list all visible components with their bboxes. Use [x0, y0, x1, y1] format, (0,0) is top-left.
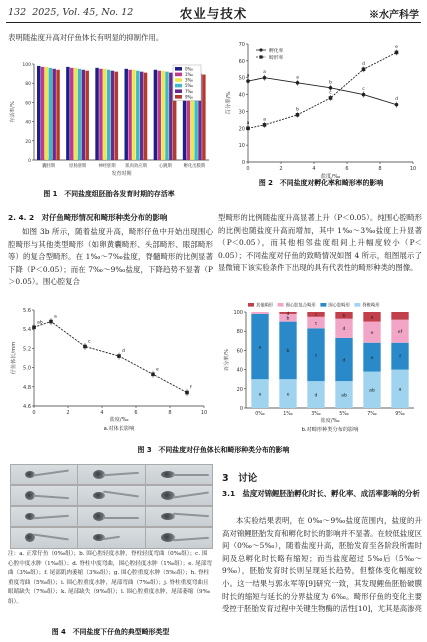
bar — [128, 70, 131, 160]
significance-label: c — [88, 339, 91, 345]
continued-text-line: 表明随盐度升高对仔鱼体长有明显的抑制作用。 — [8, 33, 164, 42]
section-3-1-heading: 3.1 盐度对锦鲤胚胎孵化时长、孵化率、成活率影响的分析 — [222, 489, 420, 498]
larva-photo-panel — [10, 464, 78, 486]
significance-label: d — [342, 327, 346, 333]
larva-photo-panel — [77, 506, 145, 528]
bar — [70, 68, 73, 160]
y-tick-label: 5.6 — [23, 308, 31, 314]
x-tick-label: 肌肉效应期 — [125, 164, 147, 169]
data-point — [329, 96, 333, 100]
y-tick-label: 50 — [238, 75, 245, 82]
figure-3b-stacked-bar-chart — [218, 300, 424, 438]
significance-label: c — [329, 90, 332, 96]
bar — [125, 69, 128, 160]
significance-label: d — [122, 349, 125, 355]
legend-label: 7‰ — [185, 88, 193, 94]
x-tick-label: 心跳期 — [158, 164, 172, 169]
larva-photo-panel — [145, 464, 213, 486]
x-tick-label: 9‰ — [395, 412, 405, 417]
legend-swatch — [175, 67, 182, 71]
bar — [107, 70, 110, 160]
legend-swatch — [278, 303, 284, 307]
legend-label: 9‰ — [185, 94, 193, 100]
significance-label: a — [258, 345, 262, 351]
y-tick-label: 20 — [236, 386, 243, 393]
data-point — [329, 86, 333, 90]
header-rule — [6, 22, 421, 23]
larva-photo-panel — [10, 485, 78, 507]
y-tick-label: 30 — [238, 109, 245, 116]
running-header — [0, 0, 427, 26]
y-tick-label: 80 — [25, 82, 31, 88]
significance-label: e — [370, 355, 374, 361]
bar — [56, 70, 59, 160]
series-line — [248, 78, 397, 105]
bar — [103, 69, 106, 160]
bar — [136, 71, 139, 160]
larva-tail — [103, 490, 139, 497]
data-point — [362, 67, 366, 71]
significance-label: d — [286, 311, 290, 317]
significance-label: d — [314, 393, 318, 399]
significance-label: b — [286, 349, 290, 355]
figure-4-caption: 图 4 不同盐度下仔鱼的典型畸形类型 — [51, 628, 170, 636]
bar — [161, 71, 164, 160]
x-tick-label: 囊胚期 — [42, 164, 56, 169]
significance-label: e — [156, 367, 159, 373]
data-point — [117, 354, 121, 358]
significance-label: f — [399, 354, 401, 360]
legend-marker — [259, 48, 262, 51]
significance-label: e — [286, 392, 290, 398]
larva-photo-panel — [10, 527, 78, 549]
y-axis-label: 百分率/% — [224, 348, 230, 372]
significance-label: a — [398, 387, 402, 393]
figure-3a-line-chart — [4, 300, 218, 438]
larva-tail — [33, 515, 70, 520]
data-point — [32, 325, 36, 329]
y-tick-label: 80 — [236, 329, 243, 336]
bar — [154, 70, 157, 160]
x-tick-label: 0‰ — [255, 412, 265, 417]
significance-label: e — [258, 392, 262, 398]
significance-label: ab — [369, 388, 375, 394]
x-axis-label: 发育时期 — [111, 171, 132, 177]
y-axis-label: 仔鱼体长/mm — [11, 341, 17, 375]
figure-1-bar-chart — [4, 52, 216, 182]
legend-swatch — [175, 84, 182, 88]
larva-tail — [103, 536, 120, 540]
x-axis-label: 盐度/‰ — [320, 174, 341, 180]
bar — [95, 68, 98, 160]
legend-label: 1‰ — [185, 72, 193, 77]
larva-photo-panel — [77, 464, 145, 486]
larva-body — [93, 492, 105, 499]
significance-label: e — [395, 44, 398, 50]
section-3-heading: 3 讨论 — [222, 473, 258, 484]
x-tick-label: 10 — [409, 166, 417, 172]
y-tick-label: 5.0 — [23, 365, 31, 372]
significance-label: a — [263, 117, 266, 123]
legend-label: 5‰ — [185, 83, 193, 89]
significance-label: f — [190, 385, 192, 391]
x-tick-label: 4 — [100, 410, 104, 416]
x-tick-label: 10 — [200, 410, 208, 416]
significance-label: a — [263, 70, 266, 76]
y-axis-label: 百分率/% — [226, 91, 232, 115]
y-tick-label: 40 — [238, 92, 245, 99]
y-tick-label: 100 — [233, 310, 243, 316]
larva-photo-panel — [77, 485, 145, 507]
significance-label: c — [314, 353, 318, 359]
data-point — [246, 126, 250, 130]
data-point — [151, 373, 155, 377]
bar — [37, 66, 40, 160]
significance-label: c — [314, 321, 318, 327]
larva-photo-panel — [145, 506, 213, 528]
bar — [82, 70, 85, 160]
bar — [41, 67, 44, 160]
legend-label: 0‰ — [185, 66, 193, 72]
significance-label: ef — [397, 330, 403, 335]
y-tick-label: 0 — [239, 406, 243, 412]
bar — [78, 69, 81, 160]
y-tick-label: 4.8 — [23, 384, 31, 391]
larva-tail — [103, 472, 140, 477]
y-tick-label: 5.2 — [23, 346, 31, 353]
legend-label: 脊椎畸形 — [362, 303, 380, 309]
panel-a-sublabel: a.对体长影响 — [103, 426, 135, 432]
y-tick-label: 40 — [25, 120, 31, 126]
larva-photo-panel — [77, 527, 145, 549]
bar — [115, 72, 118, 160]
stacked-bar-segment — [391, 312, 408, 320]
bar — [132, 70, 135, 160]
data-point — [263, 123, 267, 127]
y-tick-label: 20 — [25, 139, 31, 145]
legend-swatch — [354, 303, 360, 307]
significance-label: a — [296, 75, 299, 81]
section-3-1-paragraph: 本实验结果表明，在 0‰～9‰盐度范围内，盐度的升高对锦鲤胚胎发育和孵化时长的影响并不显著。在较低盐度区间（0‰～5‰），随着盐度升高，胚胎发育至各阶段所需时间及总孵化时长略有缩短；而当盐度超过 5‰后（5‰～9‰），胚胎发育时长则呈现延长趋势，但整体变化幅度较小。这一结果与郭永军等[9]研究一致，其发现鲤鱼胚胎破膜时长的缩短与延长的分界盐度为 6‰。畸形仔鱼的变化主要受控于胚胎发育过程中关键生物酶的活性[10]，尤其是高渗亮 — [222, 516, 422, 614]
column-name: ※水产科学 — [369, 10, 419, 21]
y-tick-label: 0 — [241, 160, 245, 166]
larva-photo-panel — [145, 485, 213, 507]
x-tick-label: 1‰ — [283, 412, 293, 417]
y-tick-label: 70 — [238, 42, 245, 48]
series-line — [248, 52, 397, 128]
legend-swatch — [175, 78, 182, 82]
x-axis-label: 盐度/‰ — [320, 418, 340, 424]
significance-label: c — [362, 87, 365, 93]
figure-4-note: 注：a. 正常仔鱼（0‰组）；b. 围心腔轻度水肿，脊柱轻度弯曲（0‰组）；c. 围心腔中度水肿（1‰组）；d. 脊柱中度弯曲，围心腔轻度水肿（1‰组）；e. 尾部弯曲（3‰组）；f. 尾部肌肉萎缩（3‰组）；g. 围心腔重度水肿（5‰组）；h. 脊柱重度弯曲（5‰组）；i. 围心腔重度水肿，尾部弯曲（7‰组）；j. 脊柱重度弯曲且眼睛缺失（7‰组）；k. 尾部缺失（9‰组）；l. 围心腔重度水肿，尾部萎缩（9‰组）。 — [8, 551, 212, 605]
significance-label: d — [342, 358, 346, 364]
figure-3-caption: 图 3 不同盐度对仔鱼体长和畸形种类分布的影响 — [137, 446, 290, 454]
significance-label: c — [314, 313, 318, 319]
section-2-4-2-heading: 2. 4. 2 对仔鱼畸形情况和畸形种类分布的影响 — [8, 213, 168, 222]
significance-label: e — [370, 330, 374, 336]
bar — [111, 71, 114, 160]
section-2-4-2-left-column: 如图 3b 所示，随着盐度升高，畸形仔鱼中开始出现围心腔畸形与其他类型畸形（如卵黄囊畸形、头部畸形、眼部畸形等）的复合型畸形。在 1‰～7‰盐度，脊髓畸形的比例显著下降（P＜0.05）；而在 7‰～9‰盐度，下降趋势不显著（P＞0.05）。围心腔复合 — [8, 227, 213, 287]
larva-tail — [173, 513, 210, 518]
x-tick-label: 2 — [279, 166, 283, 172]
y-tick-label: 5.4 — [23, 327, 31, 334]
journal-title: 农业与技术 — [179, 6, 248, 21]
legend-swatch — [175, 89, 182, 93]
larva-tail — [173, 474, 209, 476]
x-tick-label: 原肠胚期 — [69, 164, 87, 169]
bar — [74, 68, 77, 160]
x-tick-label: 3‰ — [311, 412, 321, 417]
section-2-4-2-right-column: 型畸形的比例随盐度升高显著上升（P＜0.05）。纯围心腔畸形的比例也随盐度升高而增加，其中 1‰～3‰盐度上升显著（P＜0.05），而其他相邻盐度组间上升幅度较小（P＜0.05）；不同盐度对仔鱼的致畸情况如图 4 所示，组图展示了显微镜下该实验条件下出现的具有代表性的畸形种类的图像。 — [218, 213, 422, 273]
significance-label: ab — [341, 393, 347, 399]
y-tick-label: 4.6 — [23, 404, 31, 410]
x-tick-label: 神经胚期 — [98, 164, 116, 169]
data-point — [246, 79, 250, 83]
bar — [165, 72, 168, 160]
y-tick-label: 100 — [22, 63, 31, 68]
legend-label: 孵化率 — [269, 48, 284, 54]
legend-label: 畸形率 — [269, 55, 284, 61]
larva-photo-panel — [10, 506, 78, 528]
figure-4-photo-grid — [8, 462, 213, 548]
series-line — [34, 322, 187, 393]
significance-label: b — [342, 314, 346, 320]
data-point — [395, 51, 399, 55]
page-number-issue: 132 2025, Vol. 45, No. 12 — [8, 7, 134, 18]
y-tick-label: 20 — [238, 126, 245, 133]
larva-tail — [33, 469, 69, 476]
data-point — [83, 345, 87, 349]
bar — [52, 69, 55, 160]
bar — [144, 73, 147, 160]
x-tick-label: 4 — [312, 166, 316, 172]
larva-tail — [33, 495, 70, 500]
stacked-bar-segment — [251, 312, 268, 314]
data-point — [362, 93, 366, 97]
x-tick-label: 孵化出膜期 — [183, 164, 206, 169]
x-tick-label: 5‰ — [339, 412, 349, 417]
significance-label: a — [246, 120, 250, 126]
y-tick-label: 60 — [236, 348, 243, 355]
significance-label: ab — [37, 320, 43, 326]
x-tick-label: 6 — [345, 166, 349, 172]
bar — [158, 71, 161, 160]
bar — [66, 67, 69, 160]
larva-body — [161, 491, 175, 500]
y-tick-label: 60 — [25, 101, 31, 107]
legend-label: 围心腔复合畸形 — [285, 303, 316, 309]
significance-label: a — [370, 315, 374, 321]
larva-tail — [33, 534, 69, 541]
figure-2-line-chart — [218, 34, 424, 184]
significance-label: a — [54, 314, 57, 320]
legend-swatch — [320, 303, 326, 307]
y-tick-label: 10 — [238, 143, 245, 150]
data-point — [49, 320, 53, 324]
significance-label: b — [329, 80, 332, 86]
data-point — [185, 391, 189, 395]
data-point — [263, 76, 267, 80]
y-tick-label: 60 — [238, 58, 245, 65]
x-axis-label: 盐度/‰ — [109, 417, 129, 423]
larva-tail — [103, 517, 139, 519]
x-tick-label: 8 — [168, 410, 172, 416]
y-tick-label: 40 — [236, 367, 243, 374]
larva-tail — [173, 537, 210, 542]
bar — [169, 73, 172, 160]
bar — [45, 67, 48, 160]
data-point — [296, 113, 300, 117]
larva-tail — [173, 491, 209, 498]
bar — [85, 71, 88, 160]
legend-marker — [259, 55, 262, 58]
bar — [140, 72, 143, 160]
x-tick-label: 8 — [378, 166, 382, 172]
x-tick-label: 7‰ — [367, 412, 377, 417]
data-point — [296, 81, 300, 85]
legend-label: 3‰ — [185, 77, 193, 83]
significance-label: d — [395, 97, 398, 103]
significance-label: b — [286, 316, 290, 322]
significance-label: d — [362, 61, 365, 67]
bar — [49, 68, 52, 160]
legend-swatch — [175, 73, 182, 77]
legend-label: 围心腔畸形 — [328, 303, 350, 309]
y-tick-label: 0 — [28, 159, 31, 164]
bar — [202, 75, 205, 160]
x-tick-label: 6 — [134, 410, 138, 416]
figure-2-caption: 图 2 不同盐度对孵化率和畸形率的影响 — [258, 179, 384, 187]
panel-b-sublabel: b.对畸形种类分布的影响 — [301, 427, 359, 433]
legend-swatch — [248, 303, 254, 307]
x-tick-label: 2 — [66, 410, 70, 416]
data-point — [395, 103, 399, 107]
y-axis-label: 存活率/% — [10, 101, 16, 123]
x-tick-label: 0 — [32, 410, 36, 416]
legend-label: 其他畸形 — [256, 303, 274, 309]
significance-label: a — [246, 73, 250, 79]
legend-swatch — [175, 95, 182, 99]
significance-label: b — [296, 107, 299, 113]
x-tick-label: 0 — [246, 166, 250, 172]
bar — [99, 69, 102, 160]
larva-photo-panel — [145, 527, 213, 549]
figure-1-caption: 图 1 不同盐度组胚胎各发育时期的存活率 — [43, 190, 175, 198]
